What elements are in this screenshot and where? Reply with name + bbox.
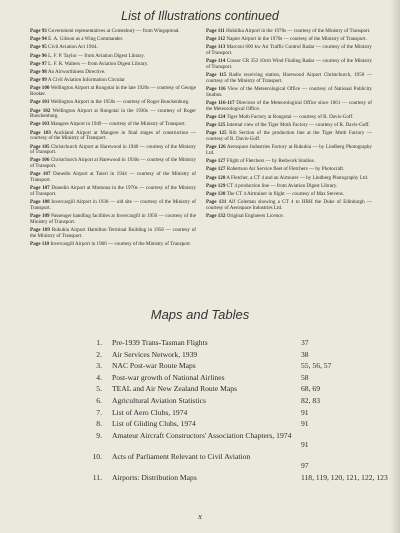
entry-caption: Alf Coleman showing a CT 4 to HRH the Duke of Edinburgh — courtesy of Aerospace Industries Ltd. [206, 199, 373, 211]
entry-caption: Christchurch Airport at Harewood in 1930s — courtesy of the Ministry of Transport. [30, 157, 196, 170]
entry-caption: The CT 4 Airtrainer in flight — courtesy of Max Stevens. [226, 190, 345, 197]
map-table-pages: 97 [301, 461, 309, 471]
entry-caption: Rib Section of the production line at the Tiger Moth Factory — courtesy of R. Davis-Goff. [206, 130, 372, 143]
entry-caption: Dunedin Airport at Taieri in 1944 — courtesy of the Ministry of Transport. [30, 171, 196, 184]
map-table-num: 1. [96, 338, 102, 347]
entry-page-ref: Page 130 [206, 190, 226, 197]
map-table-num: 11. [92, 472, 102, 482]
entry-caption: Wellington Airport at Rongotai in the late 1920s — courtesy of George Rooker. [30, 85, 196, 98]
illustration-entry [30, 54, 196, 60]
map-table-num: 7. [96, 407, 102, 417]
entry-page-ref: Page 103 [30, 121, 50, 128]
entry-caption: CT 4 production line — from Aviation Digest Library. [226, 182, 338, 189]
illustration-entry [206, 101, 372, 112]
entry-page-ref: Page 124 [206, 113, 226, 120]
entry-page-ref: Page 110 [30, 240, 50, 247]
entry-page-ref: Page 96 [30, 52, 47, 59]
illustration-entry [30, 78, 196, 84]
entry-page-ref: Page 97 [30, 60, 47, 67]
entry-page-ref: Page 114 [206, 58, 226, 65]
entry-page-ref: Page 103 [30, 129, 51, 136]
entry-caption: Radio receiving station, Harewood Airport Christchurch, 1950 — courtesy of the Ministry of Transport. [206, 72, 373, 84]
entry-caption: Aerospace Industries Factory at Rukuhia — by Lindberg Photography Ltd. [206, 144, 372, 156]
entry-caption: L. F. R. Walters — from Aviation Digest Library. [48, 60, 149, 67]
entry-page-ref: Page 100 [30, 85, 50, 92]
maps-tables-list [86, 338, 386, 484]
map-table-label: Amateur Aircraft Constructors' Association Chapters, 1974 [112, 430, 292, 440]
map-table-row [86, 350, 386, 362]
map-table-label: Agricultural Aviation Statistics [112, 395, 206, 405]
illustration-entry [30, 200, 196, 211]
entry-caption: Invercargill Airport in 1966 — courtesy of the Ministry of Transport. [50, 240, 192, 247]
map-table-row [86, 338, 386, 350]
entry-caption: Civil Aviation Act 1964. [48, 44, 98, 51]
entry-caption: Invercargill Airport in 1938 — old site — courtesy of the Ministry of Transport. [30, 199, 196, 211]
entry-page-ref: Page 128 [206, 174, 226, 181]
illustrations-column-right [206, 29, 372, 222]
page-number: x [198, 512, 202, 521]
illustration-entry [206, 29, 372, 35]
entry-page-ref: Page 125 [206, 122, 226, 129]
entry-page-ref: Page 116 [206, 86, 226, 93]
map-table-row [86, 384, 386, 396]
entry-caption: A Fletcher, a CT 4 and an Airtourer — by Lindberg Photography Ltd. [226, 174, 369, 181]
illustration-entry [30, 29, 196, 35]
illustration-entry [30, 109, 196, 120]
illustration-entry [206, 159, 372, 165]
entry-caption: Cossor CR 353 10cm Wind Finding Radar — courtesy of the Ministry of Transport. [206, 58, 372, 71]
illustration-entry [206, 115, 372, 121]
entry-caption: Original Engineers Licence. [226, 213, 284, 220]
illustration-entry [206, 87, 372, 98]
entry-page-ref: Page 95 [30, 44, 47, 51]
map-table-pages: 91 [301, 407, 309, 417]
entry-caption: L. F. P. Taylor — from Aviation Digest Library. [48, 52, 145, 59]
entry-page-ref: Page 93 [30, 28, 47, 34]
map-table-label: Acts of Parliament Relevant to Civil Aviation [112, 451, 251, 461]
entry-caption: Mangere Airport in 1949 — courtesy of the Ministry of Transport. [50, 121, 186, 128]
entry-page-ref: Page 101 [30, 99, 50, 106]
map-table-num: 9. [96, 430, 102, 440]
map-table-row [86, 373, 386, 385]
entry-caption: Tiger Moth Factory at Rongotai — courtesy of R. Davis-Goff. [226, 113, 354, 120]
map-table-label: List of Aero Clubs, 1974 [112, 407, 188, 417]
illustration-entry [30, 242, 196, 248]
illustration-entry [206, 145, 372, 156]
entry-caption: Rukuhia Airport Hamilton Terminal Building in 1956 — courtesy of the Ministry of Transport. [30, 226, 196, 239]
illustration-entry [206, 214, 372, 220]
entry-page-ref: Page 132 [206, 213, 226, 220]
entry-page-ref: Page 107 [30, 185, 50, 192]
entry-page-ref: Page 129 [206, 182, 226, 189]
illustration-entry [206, 192, 372, 198]
map-table-label: Pre-1939 Trans-Tasman Flights [112, 338, 208, 347]
entry-page-ref: Page 105 [30, 143, 50, 150]
map-table-num: 8. [96, 419, 102, 429]
map-table-row [86, 431, 386, 452]
illustration-entry [30, 158, 196, 169]
illustration-entry [30, 186, 196, 197]
map-table-label: Post-war growth of National Airlines [112, 372, 225, 382]
maps-tables-heading: Maps and Tables [150, 307, 250, 322]
entry-page-ref: Page 113 [206, 44, 226, 51]
map-table-pages: 91 [301, 419, 309, 429]
entry-page-ref: Page 116-117 [206, 100, 235, 107]
map-table-num: 6. [96, 395, 102, 405]
map-table-pages: 55, 56, 57 [301, 361, 332, 371]
entry-caption: Directors of the Meteorological Office since 1861 — courtesy of the Meteorological Office. [206, 100, 373, 112]
map-table-num: 4. [96, 372, 102, 382]
entry-caption: Passenger handling facilities at Invercargill in 1950 — courtesy of the Ministry of Transport. [30, 213, 196, 225]
entry-page-ref: Page 126 [206, 144, 226, 151]
illustration-entry [30, 228, 196, 239]
entry-page-ref: Page 115 [206, 72, 227, 79]
illustration-entry [30, 62, 196, 68]
map-table-label: Airports: Distribution Maps [112, 472, 197, 482]
entry-caption: Hokitika Airport in the 1970s — courtesy of the Ministry of Transport. [226, 28, 371, 34]
illustration-entry [206, 45, 372, 56]
illustration-entry [206, 176, 372, 182]
entry-page-ref: Page 127 [206, 158, 226, 165]
map-table-pages: 91 [301, 440, 309, 450]
entry-page-ref: Page 102 [30, 107, 51, 114]
entry-caption: Internal view of the Tiger Moth Factory — courtesy of R. Davis-Goff. [226, 122, 370, 129]
entry-page-ref: Page 125 [206, 130, 227, 137]
illustration-entry [206, 131, 372, 142]
entry-caption: A Civil Aviation Information Circular [47, 77, 125, 84]
illustration-entry [30, 122, 196, 128]
entry-page-ref: Page 112 [206, 36, 226, 43]
entry-page-ref: Page 106 [30, 157, 50, 164]
entry-caption: Government representatives at Comesbury — from Wingspread. [48, 28, 180, 34]
map-table-row [86, 473, 386, 485]
map-table-row [86, 408, 386, 420]
map-table-pages: 68, 69 [301, 384, 320, 394]
map-table-num: 5. [96, 384, 102, 394]
map-table-pages: 118, 119, 120, 121, 122, 123 [301, 472, 388, 482]
entry-page-ref: Page 131 [206, 199, 227, 206]
illustration-entry [30, 131, 196, 142]
illustrations-heading: List of Illustrations continued [121, 9, 279, 23]
entry-page-ref: Page 109 [30, 213, 50, 220]
entry-caption: E. A. Gibson as a Wing Commander. [48, 36, 124, 43]
map-table-pages: 38 [301, 349, 309, 359]
map-table-num: 10. [92, 451, 102, 461]
illustration-entry [206, 167, 372, 173]
entry-caption: Robertson Air Service fleet of Fletchers — by Photocraft. [226, 166, 345, 173]
illustration-entry [206, 123, 372, 129]
entry-page-ref: Page 108 [30, 199, 50, 206]
entry-caption: Marconi 600 kw Air Traffic Control Radar — courtesy of the Ministry of Transport. [206, 44, 372, 57]
map-table-row [86, 396, 386, 408]
map-table-row [86, 361, 386, 373]
illustration-entry [30, 70, 196, 76]
map-table-row [86, 452, 386, 473]
entry-caption: Christchurch Airport at Harewood in 1940 — courtesy of the Ministry of Transport. [30, 143, 196, 156]
illustration-entry [30, 100, 196, 106]
illustration-entry [206, 73, 372, 84]
page-edge-shadow [390, 0, 400, 533]
map-table-num: 3. [96, 361, 102, 371]
map-table-pages: 58 [301, 372, 309, 382]
illustration-entry [30, 45, 196, 51]
map-table-label: List of Gliding Clubs, 1974 [112, 419, 196, 429]
illustrations-column-left [30, 29, 196, 250]
illustration-entry [206, 59, 372, 70]
entry-caption: Wellington Airport in the 1950s — courtesy of Roger Bunckenburg. [50, 99, 190, 106]
entry-caption: Flight of Fletchers — by Redwork Studios. [226, 158, 315, 165]
illustration-entry [206, 200, 372, 211]
entry-caption: Auckland Airport at Mangere in final stages of construction — courtesy of the Ministry of Transport. [30, 129, 196, 142]
entry-page-ref: Page 107 [30, 171, 51, 178]
map-table-label: Air Services Network, 1939 [112, 349, 198, 359]
entry-caption: An Airworthiness Directive. [47, 69, 106, 76]
entry-page-ref: Page 127 [206, 166, 226, 173]
map-table-row [86, 419, 386, 431]
illustration-entry [30, 86, 196, 97]
illustration-entry [30, 172, 196, 183]
map-table-label: TEAL and Air New Zealand Route Maps [112, 384, 237, 394]
entry-page-ref: Page 109 [30, 226, 50, 233]
map-table-pages: 37 [301, 338, 309, 347]
map-table-label: NAC Post-war Route Maps [112, 361, 196, 371]
entry-page-ref: Page 99 [30, 77, 47, 84]
illustration-entry [30, 145, 196, 156]
entry-page-ref: Page 98 [30, 69, 47, 76]
illustration-entry [206, 184, 372, 190]
map-table-num: 2. [96, 349, 102, 359]
illustration-entry [30, 214, 196, 225]
illustration-entry [206, 37, 372, 43]
entry-page-ref: Page 111 [206, 28, 225, 34]
map-table-pages: 82, 83 [301, 395, 320, 405]
illustration-entry [30, 37, 196, 43]
entry-caption: Napier Airport in the 1970s — courtesy of the Ministry of Transport. [226, 36, 367, 43]
entry-caption: Wellington Airport at Rongotai in the 1930s — courtesy of Roger Bunckenburg. [30, 107, 196, 120]
entry-caption: Dunedin Airport at Momona in the 1970s — courtesy of the Ministry of Transport. [30, 185, 196, 197]
entry-caption: View of the Meteorological Office — courtesy of National Publicity Studios. [206, 86, 373, 98]
entry-page-ref: Page 94 [30, 36, 47, 43]
